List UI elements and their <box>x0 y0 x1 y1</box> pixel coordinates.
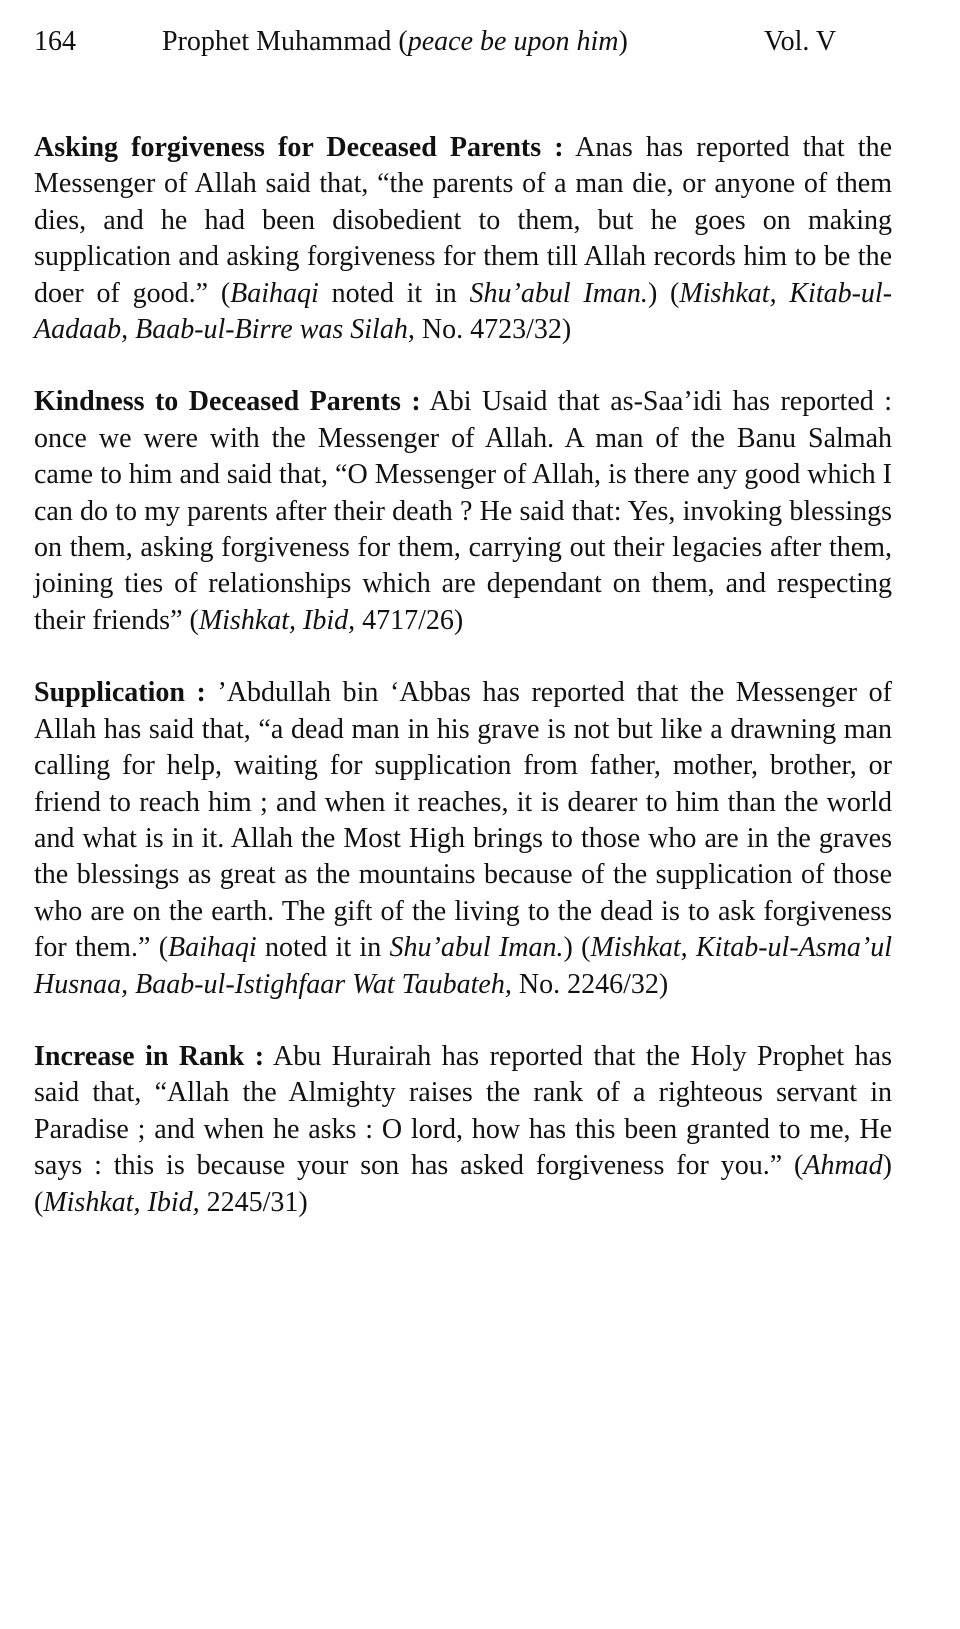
body-text: noted it in <box>318 277 470 309</box>
running-title-text: Prophet Muhammad ( <box>162 26 408 57</box>
page-number: 164 <box>34 26 76 57</box>
section-heading: Asking forgiveness for Deceased Parents : <box>34 132 564 163</box>
running-title-close: ) <box>618 26 628 57</box>
section-heading: Supplication : <box>34 677 206 709</box>
body-text: ’Abdullah bin ‘Abbas has reported that the Messenger of Allah has said that, “a dead man in his grave is not but like a drawning man calling for help, waiting for supplication from father, mother, brother, or friend to reach him ; and when it reaches, it is dearer to him than the world and what is in it. Allah the Most High brings to those who are in the graves the blessings as great as the mountains because of the supplication of those who are on the earth. The gift of the living to the dead is to ask forgiveness for them.” ( <box>34 677 892 964</box>
body-text: 2245/31) <box>199 1186 308 1218</box>
running-header <box>34 22 892 62</box>
citation: Shu’abul Iman. <box>389 932 564 964</box>
body-text: Abu Hurairah has reported that the Holy Prophet has said that, “Allah the Almighty raises the rank of a righteous servant in Paradise ; and when he asks : O lord, how has this been granted to me, He says : this is because your son has asked forgiveness for you.” ( <box>34 1040 892 1182</box>
body-text: No. 2246/32) <box>511 968 669 1000</box>
running-title <box>162 22 628 62</box>
volume-label: Vol. V <box>764 26 837 57</box>
body-text: No. 4723/32) <box>414 314 572 346</box>
citation: Mishkat, Kitab-ul-Aadaab, Baab-ul-Birre was Silah, <box>34 277 893 346</box>
paragraph-supplication <box>34 675 892 1003</box>
section-heading: Increase in Rank : <box>34 1040 265 1072</box>
citation: Mishkat, Kitab-ul-Asma’ul Husnaa, Baab-ul-Istighfaar Wat Taubateh, <box>34 932 892 1000</box>
paragraph-increase-in-rank <box>34 1039 892 1221</box>
citation: Mishkat, Ibid, <box>43 1186 200 1218</box>
citation: Mishkat, Ibid, <box>198 604 356 636</box>
body-text: noted it in <box>256 932 390 964</box>
citation: Baihaqi <box>168 932 257 964</box>
body-text: ) ( <box>647 277 680 309</box>
book-page <box>34 22 892 1221</box>
citation: Shu’abul Iman. <box>469 277 648 309</box>
section-heading: Kindness to Deceased Parents : <box>34 386 421 418</box>
citation: Baihaqi <box>230 277 319 309</box>
running-title-honorific: peace be upon him <box>407 26 619 57</box>
body-text: ) ( <box>563 932 591 964</box>
paragraph-asking-forgiveness <box>34 130 892 348</box>
citation: Ahmad <box>803 1150 883 1182</box>
paragraph-kindness <box>34 384 892 639</box>
body-text: Abi Usaid that as-Saa’idi has reported : once we were with the Messenger of Allah. A man of the Banu Salmah came to him and said that, “O Messenger of Allah, is there any good which I can do to my parents after their death ? He said that: Yes, invoking blessings on them, asking forgiveness for them, carrying out their legacies after them, joining ties of relationships which are dependant on them, and respecting their friends” ( <box>34 386 892 636</box>
body-text: Anas has reported that the Messenger of Allah said that, “the parents of a man die, or anyone of them dies, and he had been disobedient to them, but he goes on making supplication and asking forgiveness for them till Allah records him to be the doer of good.” ( <box>34 132 892 309</box>
body-text: ) ( <box>34 1150 892 1218</box>
body-text: 4717/26) <box>355 604 464 636</box>
